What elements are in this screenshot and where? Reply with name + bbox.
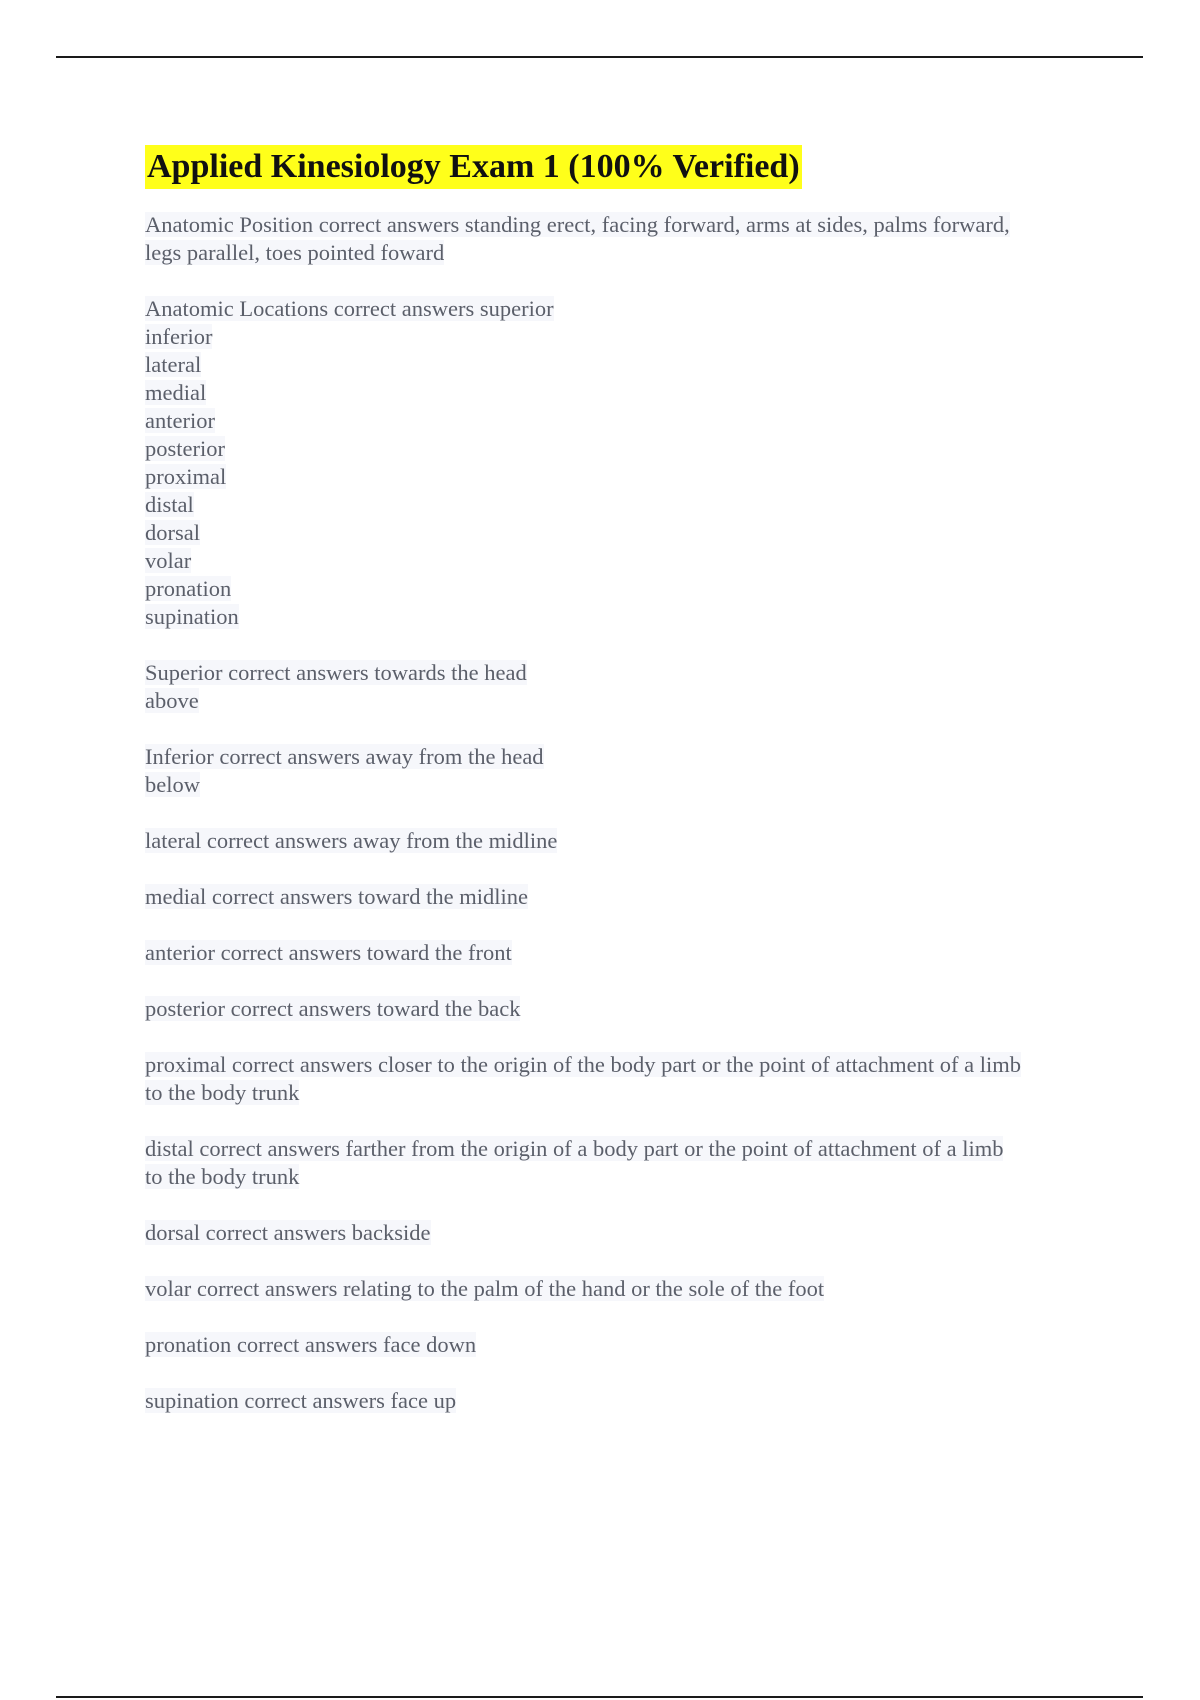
entry-line-text: medial [145, 380, 207, 405]
entry-line-text: Superior correct answers towards the head [145, 660, 527, 685]
entry-line-text: lateral [145, 352, 202, 377]
entry-line-text: to the body trunk [145, 1164, 300, 1189]
entry-line [145, 995, 1095, 1023]
entry-line [145, 379, 1095, 407]
entry-line [145, 1275, 1095, 1303]
entry-line-text: posterior [145, 436, 225, 461]
entry-line [145, 295, 1095, 323]
entry-line-text: volar correct answers relating to the palm of the hand or the sole of the foot [145, 1276, 825, 1301]
qa-entry [145, 883, 1095, 911]
entry-line [145, 491, 1095, 519]
entry-line-text: dorsal correct answers backside [145, 1220, 431, 1245]
entry-line [145, 659, 1095, 687]
qa-entry [145, 211, 1095, 267]
entry-line-text: distal [145, 492, 194, 517]
qa-entry [145, 295, 1095, 631]
entry-line [145, 939, 1095, 967]
entry-line [145, 1079, 1095, 1107]
entry-list [145, 211, 1095, 1415]
entry-line [145, 1331, 1095, 1359]
qa-entry [145, 659, 1095, 715]
entry-line-text: lateral correct answers away from the midline [145, 828, 558, 853]
entry-line-text: anterior correct answers toward the front [145, 940, 512, 965]
entry-line-text: volar [145, 548, 192, 573]
entry-line-text: dorsal [145, 520, 200, 545]
entry-line [145, 1051, 1095, 1079]
qa-entry [145, 827, 1095, 855]
qa-entry [145, 995, 1095, 1023]
entry-line-text: proximal correct answers closer to the origin of the body part or the point of attachment of a limb [145, 1052, 1021, 1077]
top-rule [56, 56, 1143, 58]
entry-line [145, 883, 1095, 911]
qa-entry [145, 1275, 1095, 1303]
entry-line-text: supination correct answers face up [145, 1388, 457, 1413]
qa-entry [145, 1135, 1095, 1191]
qa-entry [145, 1387, 1095, 1415]
entry-line [145, 407, 1095, 435]
entry-line [145, 351, 1095, 379]
entry-line-text: anterior [145, 408, 215, 433]
entry-line-text: Anatomic Position correct answers standing erect, facing forward, arms at sides, palms forward, [145, 212, 1010, 237]
entry-line [145, 239, 1095, 267]
qa-entry [145, 1331, 1095, 1359]
entry-line [145, 603, 1095, 631]
qa-entry [145, 1219, 1095, 1247]
entry-line [145, 1163, 1095, 1191]
entry-line-text: distal correct answers farther from the origin of a body part or the point of attachment of a limb [145, 1136, 1004, 1161]
entry-line-text: pronation [145, 576, 232, 601]
entry-line [145, 575, 1095, 603]
entry-line-text: to the body trunk [145, 1080, 300, 1105]
entry-line-text: medial correct answers toward the midline [145, 884, 528, 909]
qa-entry [145, 1051, 1095, 1107]
entry-line [145, 435, 1095, 463]
entry-line-text: below [145, 772, 200, 797]
qa-entry [145, 939, 1095, 967]
entry-line [145, 323, 1095, 351]
document-title: Applied Kinesiology Exam 1 (100% Verified) [145, 145, 802, 189]
entry-line [145, 827, 1095, 855]
entry-line-text: Inferior correct answers away from the head [145, 744, 544, 769]
entry-line [145, 1387, 1095, 1415]
qa-entry [145, 743, 1095, 799]
entry-line-text: posterior correct answers toward the back [145, 996, 521, 1021]
entry-line [145, 547, 1095, 575]
entry-line [145, 743, 1095, 771]
entry-line [145, 1219, 1095, 1247]
entry-line-text: Anatomic Locations correct answers superior [145, 296, 554, 321]
entry-line [145, 463, 1095, 491]
entry-line [145, 687, 1095, 715]
entry-line-text: above [145, 688, 199, 713]
entry-line [145, 771, 1095, 799]
entry-line-text: pronation correct answers face down [145, 1332, 477, 1357]
entry-line [145, 1135, 1095, 1163]
entry-line [145, 519, 1095, 547]
entry-line-text: inferior [145, 324, 213, 349]
entry-line [145, 211, 1095, 239]
entry-line-text: proximal [145, 464, 227, 489]
document-body [145, 145, 1095, 1443]
entry-line-text: legs parallel, toes pointed foward [145, 240, 445, 265]
bottom-rule [56, 1696, 1143, 1698]
entry-line-text: supination [145, 604, 239, 629]
